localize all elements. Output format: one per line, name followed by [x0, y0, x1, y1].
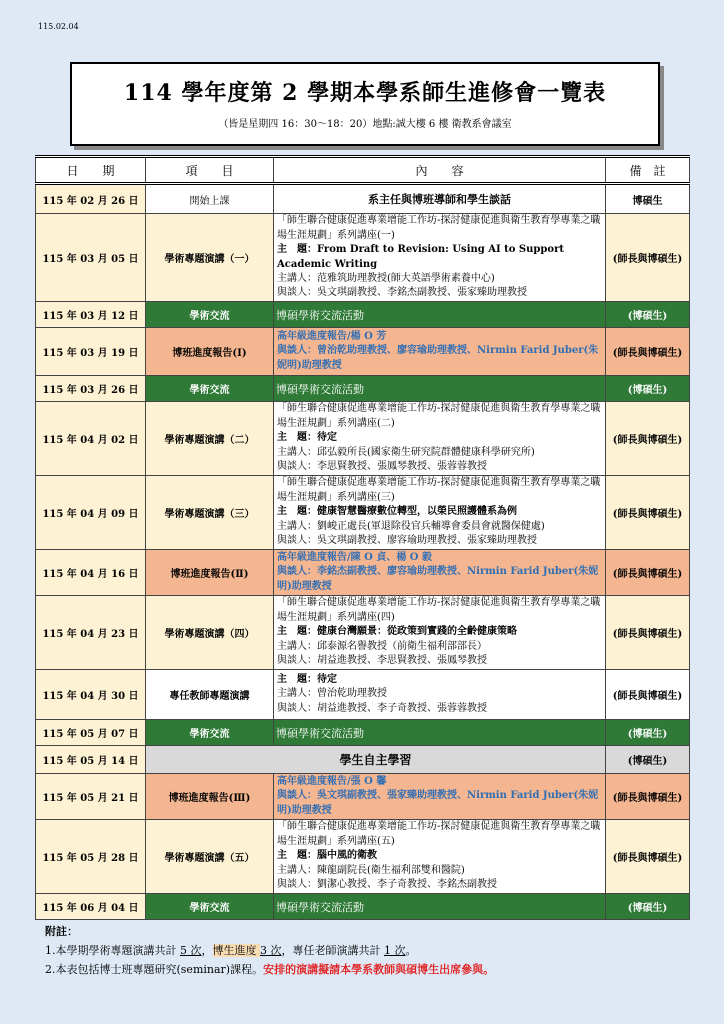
content-line: 與談人：曾治乾助理教授、廖容瑜助理教授、Nirmin Farid Juber(朱妮明)助理教授 — [277, 345, 599, 371]
row-content: 博碩學術交流活動 — [274, 302, 606, 328]
row-remark: (博碩生) — [606, 746, 690, 774]
note-text: ， — [281, 944, 293, 957]
table-row — [36, 746, 690, 774]
row-item: 學術專題演講（四） — [146, 596, 274, 670]
row-date: 115 年 03 月 19 日 — [36, 328, 146, 376]
row-date: 115 年 04 月 16 日 — [36, 550, 146, 596]
content-line: 主講人：陳龍副院長(衛生福利部雙和醫院) — [277, 864, 465, 876]
row-date: 115 年 05 月 07 日 — [36, 720, 146, 746]
content-line: 「師生聯合健康促進專業增能工作坊-探討健康促進與衛生教育學專業之職場生涯規劃」系列講座(二) — [277, 403, 601, 429]
row-content — [274, 402, 606, 476]
content-line: 與談人：胡益進教授、李子奇教授、張蓉蓉教授 — [277, 702, 487, 714]
table-row — [36, 476, 690, 550]
row-item: 學術交流 — [146, 720, 274, 746]
content-line: 與談人：劉潔心教授、李子奇教授、李銘杰副教授 — [277, 879, 497, 891]
note-1 — [45, 941, 494, 960]
content-line: 「師生聯合健康促進專業增能工作坊-探討健康促進與衛生教育學專業之職場生涯規劃」系列講座(一) — [277, 215, 601, 241]
table-row — [36, 376, 690, 402]
content-line: 主講人：范雅筑助理教授(師大英語學術素養中心) — [277, 272, 495, 284]
content-line: 與談人：吳文琪副教授、李銘杰副教授、張家臻助理教授 — [277, 287, 527, 299]
row-remark: (博碩生) — [606, 894, 690, 920]
row-content: 博碩學術交流活動 — [274, 894, 606, 920]
page-subtitle: （皆是星期四 16：30～18：20）地點:誠大樓 6 樓 衛教系會議室 — [218, 119, 512, 130]
row-date: 115 年 05 月 21 日 — [36, 774, 146, 820]
row-content — [274, 596, 606, 670]
note-text: 1.本學期學術專題演講共計 — [45, 944, 180, 957]
content-line: 主講人：邱泰源名譽教授（前衛生福利部部長） — [277, 640, 487, 652]
row-remark: (博碩生) — [606, 302, 690, 328]
content-line: 主 題：待定 — [277, 432, 337, 444]
document-date: 115.02.04 — [38, 22, 79, 31]
row-content: 博碩學術交流活動 — [274, 720, 606, 746]
content-line: 主講人：劉峻正處長(軍退除役官兵輔導會委員會就醫保健處) — [277, 520, 545, 532]
row-content: 博碩學術交流活動 — [274, 376, 606, 402]
row-item: 學生自主學習 — [146, 746, 606, 774]
row-content — [274, 670, 606, 720]
content-line: 主 題：腦中風的衛教 — [277, 850, 377, 862]
notes — [45, 922, 494, 979]
col-header-item: 項 目 — [146, 157, 274, 184]
row-content — [274, 214, 606, 302]
row-item: 博班進度報告(Ⅰ) — [146, 328, 274, 376]
row-date: 115 年 04 月 09 日 — [36, 476, 146, 550]
row-remark: (師長與博碩生) — [606, 596, 690, 670]
row-item: 學術專題演講（一） — [146, 214, 274, 302]
row-date: 115 年 06 月 04 日 — [36, 894, 146, 920]
row-remark: (師長與博碩生) — [606, 670, 690, 720]
row-item: 學術交流 — [146, 376, 274, 402]
note-text: 專任老師演講共計 — [292, 944, 384, 957]
content-line: 「師生聯合健康促進專業增能工作坊-探討健康促進與衛生教育學專業之職場生涯規劃」系列講座(三) — [277, 477, 601, 503]
col-header-date: 日 期 — [36, 157, 146, 184]
row-remark: (師長與博碩生) — [606, 402, 690, 476]
content-line: 與談人：李銘杰副教授、廖容瑜助理教授、Nirmin Farid Juber(朱妮明)助理教授 — [277, 566, 599, 592]
row-remark: (師長與博碩生) — [606, 476, 690, 550]
row-date: 115 年 04 月 23 日 — [36, 596, 146, 670]
content-line: 與談人：吳文琪副教授、廖容瑜助理教授、張家臻助理教授 — [277, 535, 537, 547]
note-count: 3 次 — [260, 944, 282, 957]
row-date: 115 年 04 月 02 日 — [36, 402, 146, 476]
content-line: 「師生聯合健康促進專業增能工作坊-探討健康促進與衛生教育學專業之職場生涯規劃」系列講座(五) — [277, 821, 601, 847]
col-header-content: 內 容 — [274, 157, 606, 184]
row-remark: (博碩生) — [606, 720, 690, 746]
row-item: 學術交流 — [146, 302, 274, 328]
table-row — [36, 596, 690, 670]
row-date: 115 年 05 月 14 日 — [36, 746, 146, 774]
table-row — [36, 720, 690, 746]
row-content — [274, 774, 606, 820]
content-line: 主 題：From Draft to Revision: Using AI to Support Academic Writing — [277, 244, 564, 270]
row-item: 學術專題演講（二） — [146, 402, 274, 476]
row-remark: (師長與博碩生) — [606, 328, 690, 376]
row-date: 115 年 03 月 12 日 — [36, 302, 146, 328]
row-remark: (師長與博碩生) — [606, 774, 690, 820]
col-header-remark: 備 註 — [606, 157, 690, 184]
table-row — [36, 214, 690, 302]
note-text: 。 — [405, 944, 417, 957]
row-remark: (師長與博碩生) — [606, 820, 690, 894]
row-date: 115 年 02 月 26 日 — [36, 184, 146, 214]
row-remark: 博碩生 — [606, 184, 690, 214]
table-row — [36, 302, 690, 328]
table-row — [36, 184, 690, 214]
table-row — [36, 774, 690, 820]
row-date: 115 年 03 月 05 日 — [36, 214, 146, 302]
note-text: ， — [201, 944, 213, 957]
row-date: 115 年 03 月 26 日 — [36, 376, 146, 402]
note-text: 2.本表包括博士班專題研究(seminar)課程。 — [45, 963, 264, 976]
row-content — [274, 550, 606, 596]
content-line: 主 題：健康智慧醫療數位轉型，以榮民照護體系為例 — [277, 506, 517, 518]
row-remark: (師長與博碩生) — [606, 214, 690, 302]
schedule-table — [35, 155, 690, 920]
content-line: 主 題：健康台灣願景：從政策到實踐的全齡健康策略 — [277, 626, 517, 638]
content-line: 與談人：吳文琪副教授、張家臻助理教授、Nirmin Farid Juber(朱妮明)助理教授 — [277, 790, 599, 816]
row-content — [274, 328, 606, 376]
note-highlight: 博生進度 — [212, 944, 260, 957]
row-item: 開始上課 — [146, 184, 274, 214]
row-item: 學術專題演講（三） — [146, 476, 274, 550]
row-item: 博班進度報告(Ⅱ) — [146, 550, 274, 596]
content-line: 與談人：胡益進教授、李思賢教授、張鳳琴教授 — [277, 655, 487, 667]
row-content — [274, 820, 606, 894]
table-row — [36, 402, 690, 476]
content-line: 高年級進度報告/楊 O 芳 — [277, 330, 387, 342]
page-title: 114 學年度第 2 學期本學系師生進修會一覽表 — [123, 80, 607, 106]
note-2 — [45, 960, 494, 979]
row-item: 學術專題演講（五） — [146, 820, 274, 894]
table-row — [36, 670, 690, 720]
content-line: 與談人：李思賢教授、張鳳琴教授、張蓉蓉教授 — [277, 461, 487, 473]
row-content: 系主任與博班導師和學生談話 — [274, 184, 606, 214]
note-emphasis: 安排的演講擬請本學系教師與碩博生出席參與。 — [263, 963, 495, 976]
content-line: 「師生聯合健康促進專業增能工作坊-探討健康促進與衛生教育學專業之職場生涯規劃」系列講座(四) — [277, 597, 601, 623]
row-remark: (師長與博碩生) — [606, 550, 690, 596]
row-date: 115 年 04 月 30 日 — [36, 670, 146, 720]
note-count: 5 次 — [180, 944, 202, 957]
content-line: 主講人：曾治乾助理教授 — [277, 688, 387, 700]
row-item: 博班進度報告(Ⅲ) — [146, 774, 274, 820]
title-box — [70, 62, 660, 146]
row-item: 專任教師專題演講 — [146, 670, 274, 720]
notes-heading: 附註： — [45, 925, 78, 938]
row-date: 115 年 05 月 28 日 — [36, 820, 146, 894]
row-item: 學術交流 — [146, 894, 274, 920]
content-line: 主 題：待定 — [277, 673, 337, 685]
row-content — [274, 476, 606, 550]
table-row — [36, 820, 690, 894]
content-line: 主講人：邱弘毅所長(國家衛生研究院群體健康科學研究所) — [277, 446, 535, 458]
content-line: 高年級進度報告/張 O 馨 — [277, 775, 387, 787]
table-row — [36, 894, 690, 920]
table-row — [36, 328, 690, 376]
row-remark: (博碩生) — [606, 376, 690, 402]
header-row — [36, 157, 690, 184]
note-count: 1 次 — [384, 944, 406, 957]
table-row — [36, 550, 690, 596]
content-line: 高年級進度報告/陳 O 貞、楊 O 毅 — [277, 551, 432, 563]
